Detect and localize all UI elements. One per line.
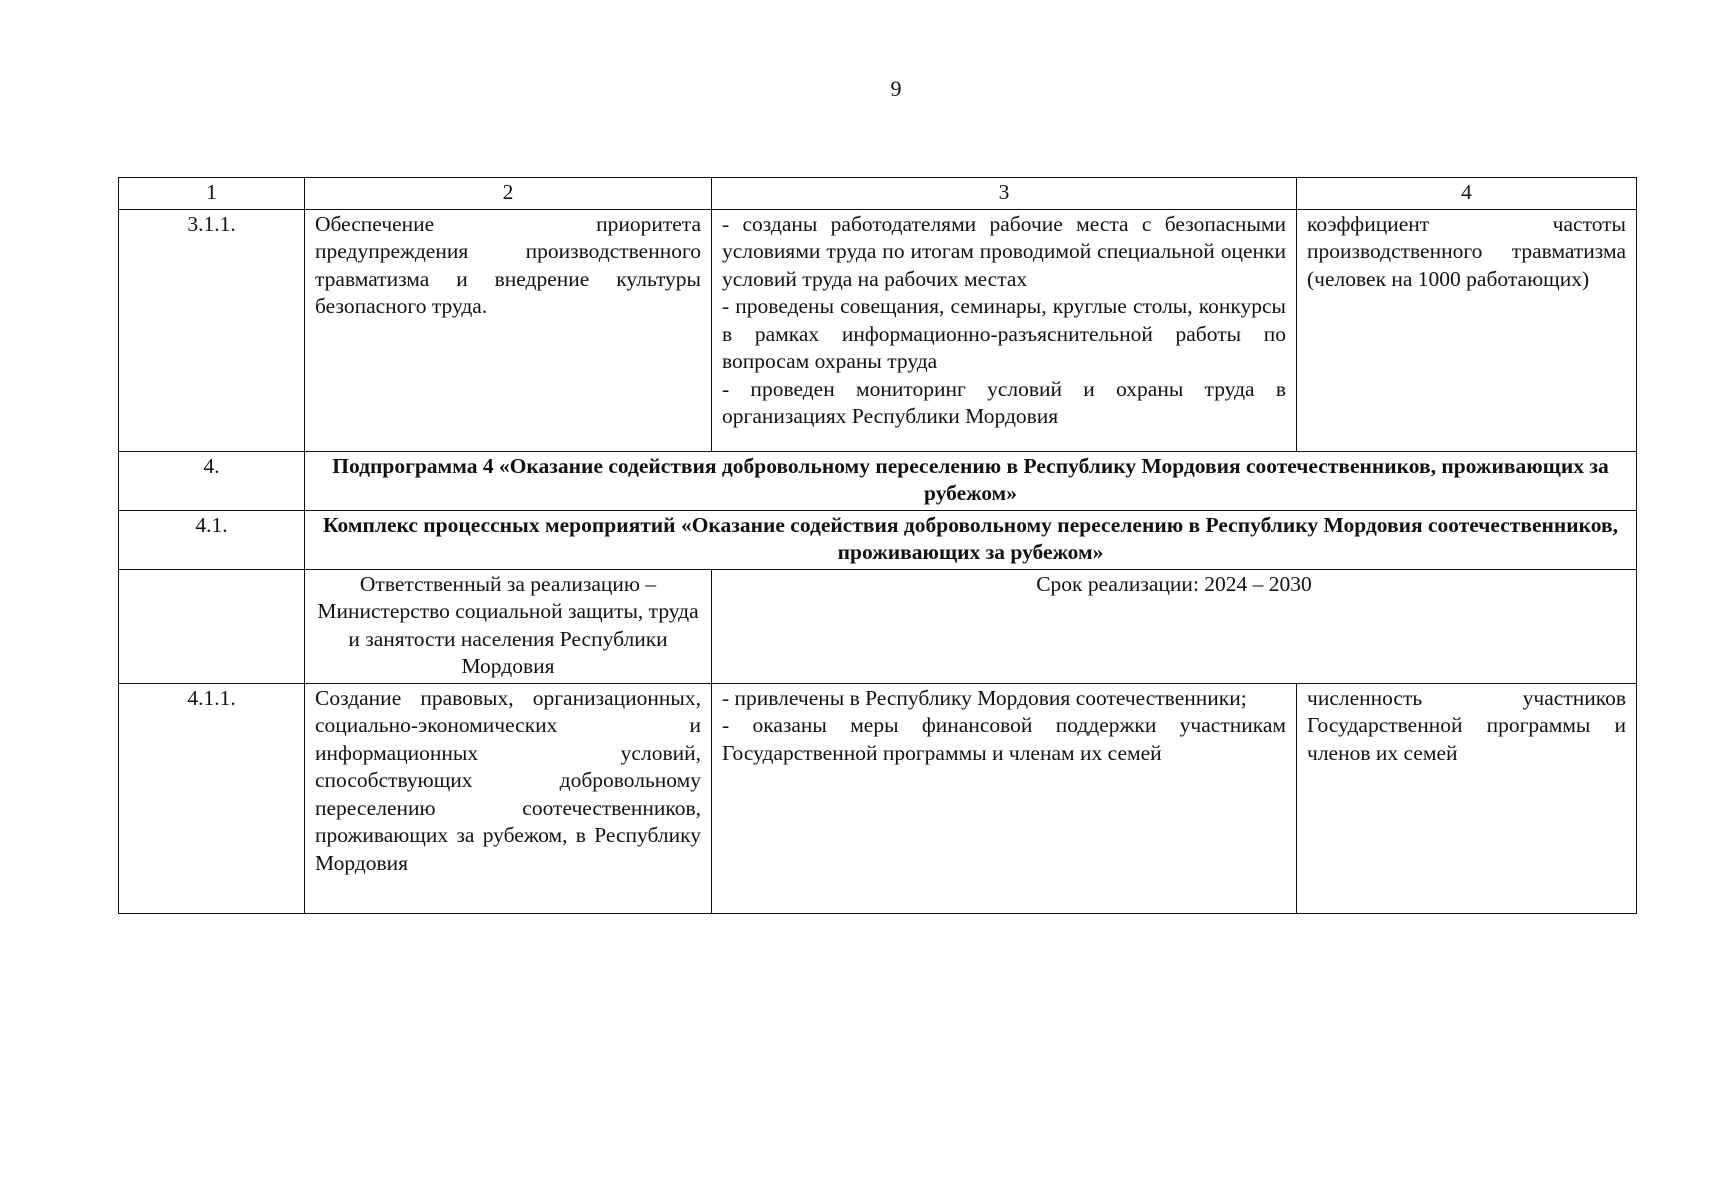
row-number: 4.1. [119, 510, 305, 569]
result-item: - проведены совещания, семинары, круглые столы, конкурсы в рамках информационно-разъяснительной работы по вопросам охраны труда [722, 294, 1286, 373]
complex-title: Комплекс процессных мероприятий «Оказание содействия добровольному переселению в Республику Мордовия соотечественников, проживающих за рубежом» [305, 510, 1637, 569]
table-row [119, 209, 1637, 451]
subprogram-title: Подпрограмма 4 «Оказание содействия добровольному переселению в Республику Мордовия соотечественников, проживающих за рубежом» [305, 451, 1637, 510]
header-col-2: 2 [305, 178, 712, 210]
header-col-4: 4 [1297, 178, 1637, 210]
header-row [119, 178, 1637, 210]
meta-row [119, 569, 1637, 683]
result-item: - созданы работодателями рабочие места с безопасными условиями труда по итогам проводимой специальной оценки условий труда на рабочих местах [722, 211, 1286, 291]
results-cell [712, 209, 1297, 451]
header-col-3: 3 [712, 178, 1297, 210]
responsible-cell: Ответственный за реализацию – Министерство социальной защиты, труда и занятости населения Республики Мордовия [305, 569, 712, 683]
complex-row [119, 510, 1637, 569]
row-number: 4. [119, 451, 305, 510]
result-item: - проведен мониторинг условий и охраны труда в организациях Республики Мордовия [722, 376, 1286, 428]
row-number: 4.1.1. [119, 683, 305, 913]
page-number: 9 [890, 76, 902, 101]
indicator-cell: численность участников Государственной программы и членов их семей [1297, 683, 1637, 913]
result-item: - оказаны меры финансовой поддержки участникам Государственной программы и членам их семей [722, 713, 1286, 765]
empty-cell [119, 569, 305, 683]
row-number: 3.1.1. [119, 209, 305, 451]
result-item: - привлечены в Республику Мордовия соотечественники; [722, 685, 1247, 710]
indicator-cell: коэффициент частоты производственного травматизма (человек на 1000 работающих) [1297, 209, 1637, 451]
subprogram-row [119, 451, 1637, 510]
task-cell: Создание правовых, организационных, социально-экономических и информационных условий, способствующих добровольному переселению соотечественников, проживающих за рубежом, в Республику Мордовия [305, 683, 712, 913]
task-cell: Обеспечение приоритета предупреждения производственного травматизма и внедрение культуры безопасного труда. [305, 209, 712, 451]
program-table [118, 177, 1637, 914]
header-col-1: 1 [119, 178, 305, 210]
term-cell: Срок реализации: 2024 – 2030 [712, 569, 1637, 683]
table-row [119, 683, 1637, 913]
results-cell [712, 683, 1297, 913]
